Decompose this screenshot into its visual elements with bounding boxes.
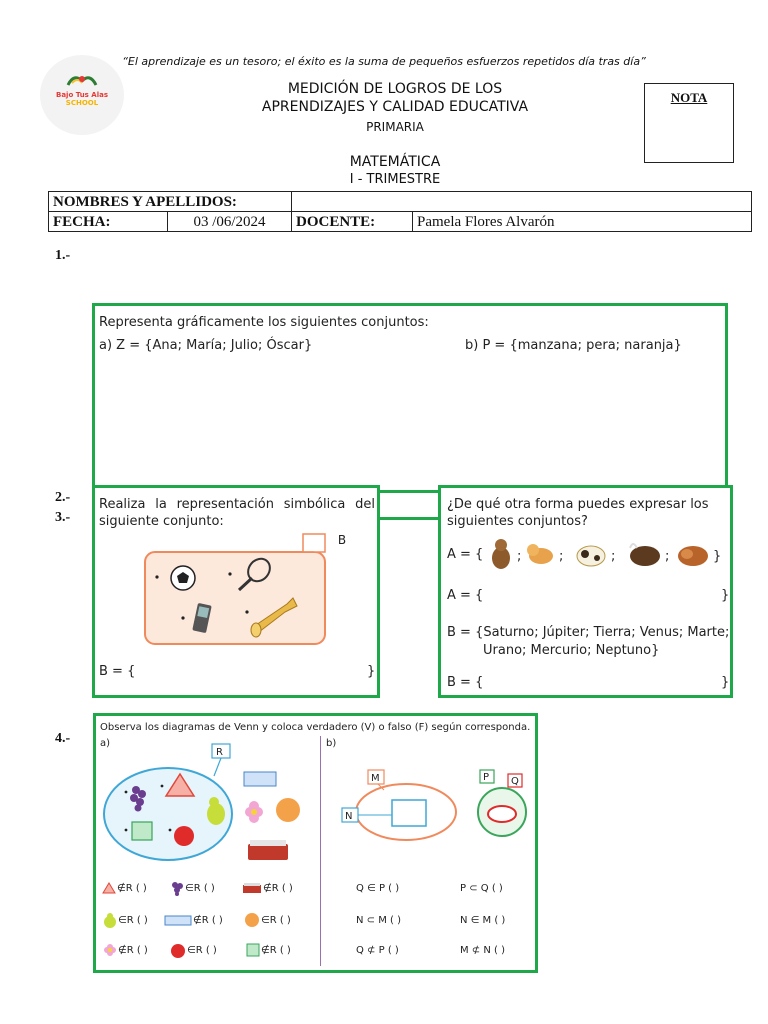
names-field[interactable] [292,192,752,212]
exam-level: PRIMARIA [366,120,424,134]
teacher-label: DOCENTE: [292,212,413,232]
q3-set-b-line2: Urano; Mercurio; Neptuno} [483,643,660,658]
box-connector [378,517,440,520]
q2-answer-open: B = { [99,664,136,679]
exam-term: I - TRIMESTRE [349,172,441,187]
q4a-item-3[interactable]: ∉R ( ) [263,883,293,894]
q4a-item-9[interactable]: ∉R ( ) [261,945,291,956]
q4b-item-5[interactable]: Q ⊄ P ( ) [356,945,399,956]
q3-b-answer-open: B = { [447,675,484,690]
q4a-item-6[interactable]: ∈R ( ) [261,915,291,926]
orange-circle-icon [276,798,300,822]
q4b-tag-n-text: N [345,811,353,822]
apple-icon [174,826,194,846]
guinea-pig-icon [678,546,708,566]
green-square-icon [132,822,152,840]
question-2-number: 2.- [55,490,71,505]
q4a-tag-r-text: R [216,747,223,758]
q3-a-answer-close: } [721,588,730,603]
q4a-item-5[interactable]: ∉R ( ) [193,915,223,926]
logo-wings-icon [40,55,124,95]
q2-answer-field[interactable] [139,660,361,682]
q4-part-b-label: b) [326,738,337,749]
svg-text:}: } [713,549,722,564]
date-value: 03 /06/2024 [168,212,292,232]
q3-a-answer-open: A = { [447,588,484,603]
q3-set-b-line1: B = {Saturno; Júpiter; Tierra; Venus; Marte; [447,625,730,640]
exam-title-line2: APRENDIZAJES Y CALIDAD EDUCATIVA [261,99,529,115]
question-4-box [93,713,538,973]
q4b-item-1[interactable]: Q ∈ P ( ) [356,883,400,894]
q4b-venn-diagram [336,766,536,856]
svg-text:;: ; [611,549,616,564]
green-square-small-icon [246,943,260,957]
q2-set-diagram [135,532,335,648]
q2-prompt: Realiza la representación simbólica del siguiente conjunto: [99,497,375,529]
cat-icon [527,544,553,564]
date-label: FECHA: [49,212,168,232]
names-label: NOMBRES Y APELLIDOS: [49,192,292,212]
q4b-tag-q-text: Q [511,776,519,787]
q4-divider [320,736,321,966]
exam-subject: MATEMÁTICA [349,154,441,170]
q3-set-a-label: A = { [447,547,484,562]
logo-name: Bajo Tus Alas [55,91,108,99]
q4a-item-8[interactable]: ∈R ( ) [187,945,217,956]
q3-a-answer-field[interactable] [485,584,715,606]
student-info-table [48,191,752,232]
triangle-small-icon [102,882,116,894]
q4b-item-2[interactable]: P ⊂ Q ( ) [460,883,503,894]
svg-text:;: ; [517,549,522,564]
flower-small-icon [102,942,118,958]
svg-text:;: ; [665,549,670,564]
dog-icon [492,539,510,569]
q4a-item-1[interactable]: ∉R ( ) [117,883,147,894]
motto-quote: “El aprendizaje es un tesoro; el éxito es la suma de pequeños esfuerzos repetidos día tras día” [122,55,646,68]
question-2-box [92,485,380,698]
blue-rectangle-small-icon [164,915,192,926]
q3-prompt: ¿De qué otra forma puedes expresar los siguientes conjuntos? [447,497,709,529]
bull-icon [630,544,660,566]
q4b-tag-p-text: P [483,772,490,783]
grade-box[interactable] [644,83,734,163]
q3-b-answer-field[interactable] [485,671,715,693]
orange-circle-small-icon [244,912,260,928]
q4a-item-4[interactable]: ∈R ( ) [118,915,148,926]
question-3-number: 3.- [55,510,71,525]
q1-set-p: b) P = {manzana; pera; naranja} [465,338,682,353]
grade-label: NOTA [670,90,708,105]
school-logo [40,55,124,135]
q3-animals-row [487,536,723,572]
cow-icon [577,546,605,566]
question-3-box [438,485,733,698]
logo-school: SCHOOL [65,99,99,107]
book-small-icon [242,882,262,894]
q1-set-z: a) Z = {Ana; María; Julio; Óscar} [99,338,313,353]
question-1-number: 1.- [55,248,71,263]
q1-answer-area[interactable] [99,366,721,486]
flower-icon [245,801,263,823]
q4a-venn-diagram [98,740,318,868]
question-4-number: 4.- [55,731,71,746]
question-1-box [92,303,728,493]
book-icon [248,840,288,860]
pear-small-icon [102,912,118,928]
soccer-ball-icon [171,566,195,590]
q4b-item-4[interactable]: N ∈ M ( ) [460,915,506,926]
teacher-value: Pamela Flores Alvarón [413,212,752,232]
q4a-item-7[interactable]: ∉R ( ) [118,945,148,956]
q2-set-tag: B [337,533,347,547]
apple-small-icon [170,942,186,958]
q4-prompt: Observa los diagramas de Venn y coloca verdadero (V) o falso (F) según corresponda. [100,722,531,733]
q4-part-a-label: a) [100,738,111,749]
q2-answer-close: } [367,664,376,679]
q4b-tag-m-text: M [371,773,380,784]
q3-b-answer-close: } [721,675,730,690]
grapes-small-icon [170,880,184,896]
svg-text:;: ; [559,549,564,564]
q1-prompt: Representa gráficamente los siguientes conjuntos: [99,315,429,330]
blue-rectangle-icon [244,772,276,786]
q4a-item-2[interactable]: ∈R ( ) [185,883,215,894]
q4b-item-6[interactable]: M ⊄ N ( ) [460,945,506,956]
q4b-item-3[interactable]: N ⊂ M ( ) [356,915,402,926]
exam-title-line1: MEDICIÓN DE LOGROS DE LOS [287,81,503,97]
